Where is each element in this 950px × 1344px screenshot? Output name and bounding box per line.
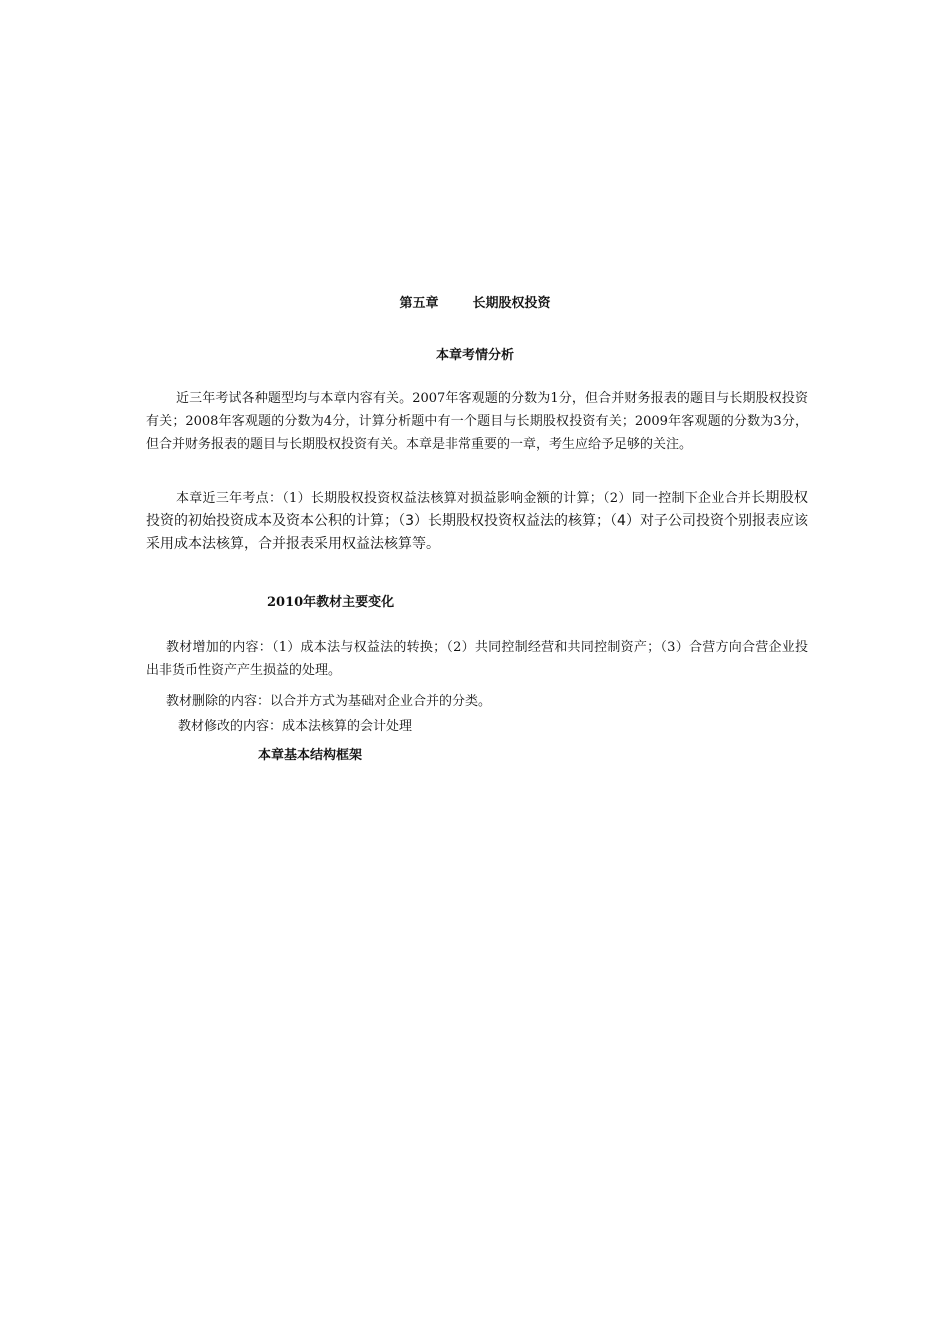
analysis-paragraph-2 <box>146 487 808 556</box>
analysis-paragraph-1: 近三年考试各种题型均与本章内容有关。2007年客观题的分数为1分，但合并财务报表的题目与长期股权投资有关；2008年客观题的分数为4分，计算分析题中有一个题目与长期股权投资有关；2009年客观题的分数为3分，但合并财务报表的题目与长期股权投资有关。本章是非常重要的一章，考生应给予足够的关注。 <box>146 391 808 452</box>
changes-heading: 2010年教材主要变化 <box>267 595 395 610</box>
changes-deleted: 教材删除的内容：以合并方式为基础对企业合并的分类。 <box>166 694 492 709</box>
exam-points-highlight: 长期股权投资的初始投资成本及资本公积的计算；（3）长期股权投资权益法的核算；（4）对子公司投资个别报表应该采用成本法核算，合并报表采用权益法核算等。 <box>146 490 808 552</box>
changes-modified: 教材修改的内容：成本法核算的会计处理 <box>178 719 413 734</box>
chapter-name: 长期股权投资 <box>472 296 551 311</box>
exam-points-text: 本章近三年考点：（1）长期股权投资权益法核算对损益影响金额的计算；（2）同一控制下企业合并 <box>176 491 752 506</box>
framework-heading: 本章基本结构框架 <box>258 748 363 763</box>
analysis-heading: 本章考情分析 <box>435 348 514 363</box>
chapter-title <box>0 292 950 311</box>
chapter-label: 第五章 <box>399 296 439 311</box>
changes-added: 教材增加的内容：（1）成本法与权益法的转换；（2）共同控制经营和共同控制资产；（3）合营方向合营企业投出非货币性资产产生损益的处理。 <box>146 640 808 678</box>
